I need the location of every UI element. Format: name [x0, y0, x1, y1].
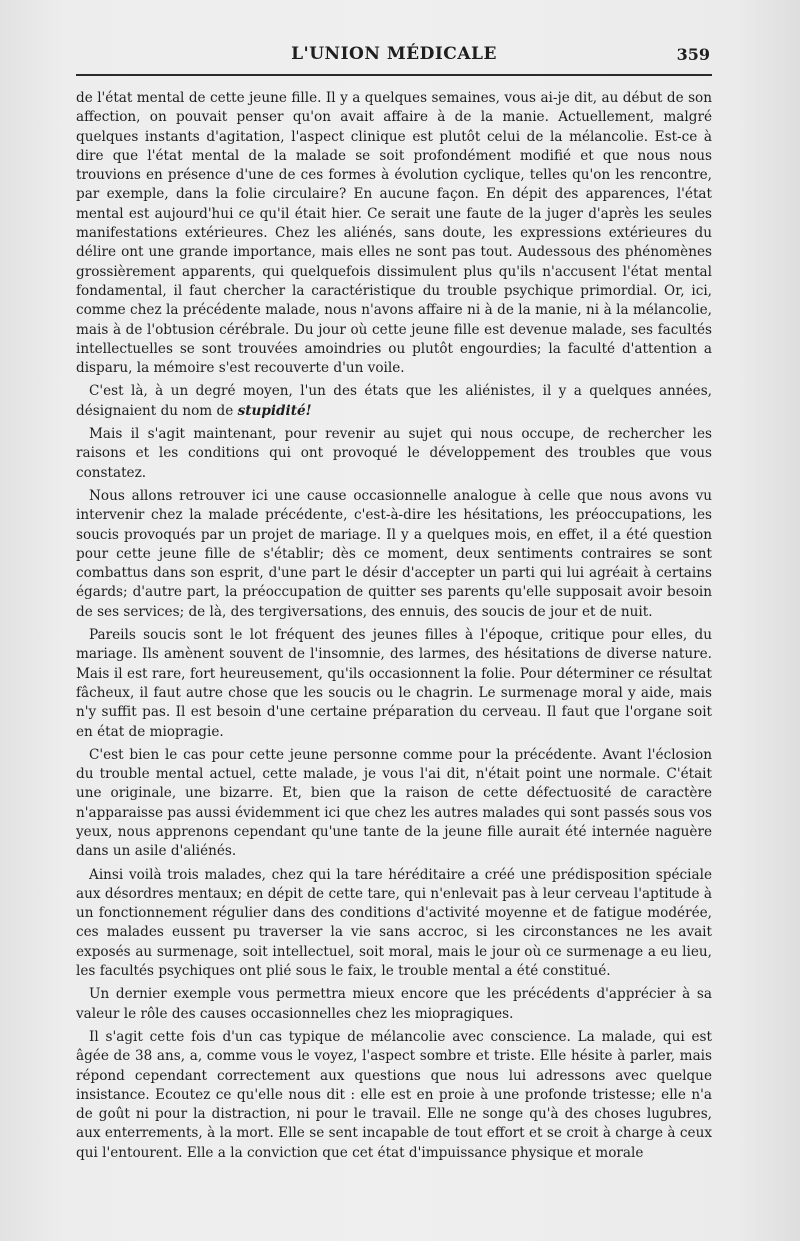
- paragraph-5: Pareils soucis sont le lot fréquent des jeunes filles à l'époque, critique pour elles, du mariage. Ils amènent souvent de l'insomnie, des larmes, des hésitations de diverse nature. Mais il est rare, fort heureusement, qu'ils occasionnent la folie. Pour déterminer ce résultat fâcheux, il faut autre chose que les soucis ou le chagrin. Le surmenage moral y aide, mais n'y suffit pas. Il est besoin d'une certaine préparation du cerveau. Il faut que l'organe soit en état de miopragie.: [76, 627, 712, 740]
- emphasis-stupidite: stupidité!: [237, 402, 312, 419]
- paragraph-2-text: C'est là, à un degré moyen, l'un des états que les aliénistes, il y a quelques années, désignaient du nom de: [76, 383, 712, 419]
- article-body: [76, 89, 712, 1163]
- paragraph-9: Il s'agit cette fois d'un cas typique de mélancolie avec conscience. La malade, qui est âgée de 38 ans, a, comme vous le voyez, l'aspect sombre et triste. Elle hésite à parler, mais répond cependant correctement aux questions que nous lui adressons avec quelque insistance. Ecoutez ce qu'elle nous dit : elle est en proie à une profonde tristesse; elle n'a de goût ni pour la distraction, ni pour le travail. Elle ne songe qu'à des choses lugubres, aux enterrements, à la mort. Elle se sent incapable de tout effort et se croit à charge à ceux qui l'entourent. Elle a la conviction que cet état d'impuissance physique et morale: [76, 1028, 712, 1161]
- paragraph-8: Un dernier exemple vous permettra mieux encore que les précédents d'apprécier à sa valeur le rôle des causes occasionnelles chez les miopragiques.: [76, 986, 712, 1022]
- paragraph-6: C'est bien le cas pour cette jeune personne comme pour la précédente. Avant l'éclosion du trouble mental actuel, cette malade, je vous l'ai dit, n'était point une normale. C'était une originale, une bizarre. Et, bien que la raison de cette défectuosité de caractère n'apparaisse pas aussi évidemment ici que chez les autres malades qui sont passés sous vos yeux, nous apprenons cependant qu'une tante de la jeune fille aurait été internée naguère dans un asile d'aliénés.: [76, 746, 712, 860]
- paragraph-7: Ainsi voilà trois malades, chez qui la tare héréditaire a créé une prédisposition spéciale aux désordres mentaux; en dépit de cette tare, qui n'enlevait pas à leur cerveau l'aptitude à un fonctionnement régulier dans des conditions d'activité moyenne et de fatigue modérée, ces malades eussent pu traverser la vie sans accroc, si les circonstances ne les avait exposés au surmenage, soit intellectuel, soit moral, mais le jour où ce surmenage a eu lieu, les facultés psychiques ont plié sous le faix, le trouble mental a été constitué.: [76, 866, 712, 980]
- journal-title: L'UNION MÉDICALE: [291, 44, 497, 64]
- running-head: [76, 44, 712, 74]
- paragraph-3: Mais il s'agit maintenant, pour revenir au sujet qui nous occupe, de rechercher les raisons et les conditions qui ont provoqué le développement des troubles que vous constatez.: [76, 426, 712, 481]
- page-number: 359: [676, 45, 710, 64]
- header-rule: [76, 74, 712, 76]
- paragraph-2: [76, 382, 712, 421]
- paragraph-4: Nous allons retrouver ici une cause occasionnelle analogue à celle que nous avons vu intervenir chez la malade précédente, c'est-à-dire les hésitations, les préoccupations, les soucis provoqués par un projet de mariage. Il y a quelques mois, en effet, il a été question pour cette jeune fille de s'établir; dès ce moment, deux sentiments contraires se sont combattus dans son esprit, d'une part le désir d'accepter un parti qui lui agréait à certains égards; d'autre part, la préoccupation de quitter ses parents qu'elle supposait avoir besoin de ses services; de là, des tergiversations, des ennuis, des soucis de jour et de nuit.: [76, 487, 712, 620]
- paragraph-1: de l'état mental de cette jeune fille. Il y a quelques semaines, vous ai-je dit, au début de son affection, on pouvait penser qu'on avait affaire à de la manie. Actuellement, malgré quelques instants d'agitation, l'aspect clinique est plutôt celui de la mélancolie. Est-ce à dire que l'état mental de la malade se soit profondément modifié et que nous nous trouvions en présence d'une de ces formes à évolution cyclique, telles qu'on les rencontre, par exemple, dans la folie circulaire? En aucune façon. En dépit des apparences, l'état mental est aujourd'hui ce qu'il était hier. Ce serait une faute de la juger d'après les seules manifestations extérieures. Chez les aliénés, sans doute, les expressions extérieures du délire ont une grande importance, mais elles ne sont pas tout. Audessous des phénomènes grossièrement apparents, qui quelquefois dissimulent plus qu'ils n'accusent l'état mental fondamental, il faut chercher la caractéristique du trouble psychique primordial. Or, ici, comme chez la précédente malade, nous n'avons affaire ni à de la manie, ni à la mélancolie, mais à de l'obtusion cérébrale. Du jour où cette jeune fille est devenue malade, ses facultés intellectuelles se sont trouvées amoindries ou plutôt engourdies; la faculté d'attention a disparu, la mémoire s'est recouverte d'un voile.: [76, 90, 712, 377]
